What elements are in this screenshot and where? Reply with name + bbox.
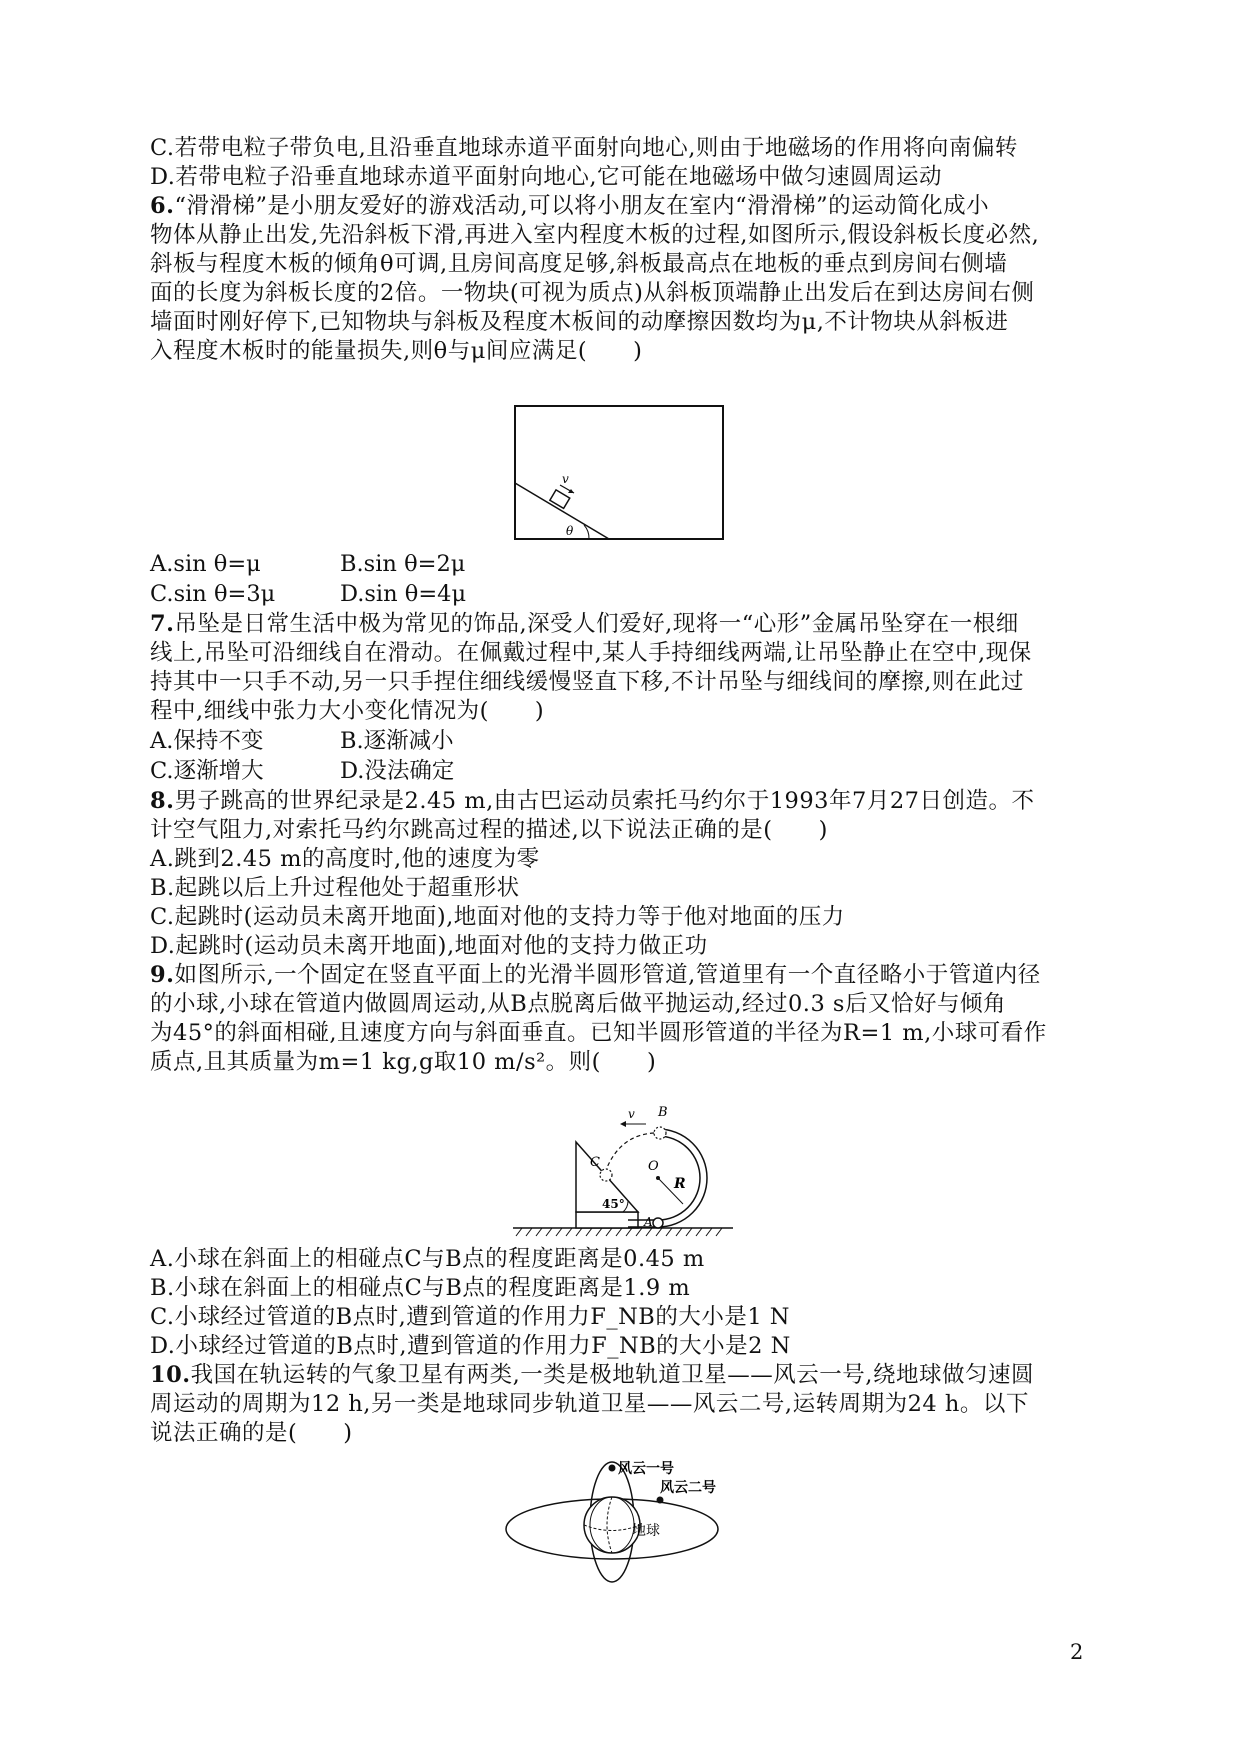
q7-line-2: 线上,吊坠可沿细线自在滑动。在佩戴过程中,某人手持细线两端,让吊坠静止在空中,现保 bbox=[150, 640, 1032, 666]
incline-board bbox=[515, 483, 609, 539]
q10-number: 10. bbox=[150, 1362, 191, 1388]
q9-figure-pipe bbox=[508, 1100, 738, 1238]
q10-line-2: 周运动的周期为12 h,另一类是地球同步轨道卫星——风云二号,运转周期为24 h。以下 bbox=[150, 1391, 1029, 1417]
prev-option-c: C.若带电粒子带负电,且沿垂直地球赤道平面射向地心,则由于地磁场的作用将向南偏转 bbox=[150, 135, 1018, 161]
q9-line-1 bbox=[150, 960, 1041, 990]
q6-line-4: 面的长度为斜板长度的2倍。一物块(可视为质点)从斜板顶端静止出发后在到达房间右侧 bbox=[150, 280, 1035, 306]
q8-text-1: 男子跳高的世界纪录是2.45 m,由古巴运动员索托马约尔于1993年7月27日创造。不 bbox=[174, 788, 1035, 814]
page-number: 2 bbox=[1070, 1640, 1084, 1664]
angle-label: 45° bbox=[602, 1197, 625, 1211]
q9-option-c: C.小球经过管道的B点时,遭到管道的作用力F_NB的大小是1 N bbox=[150, 1304, 790, 1330]
q7-option-c: C.逐渐增大 bbox=[150, 758, 264, 784]
q8-option-b: B.起跳以后上升过程他处于超重形状 bbox=[150, 875, 520, 901]
q9-line-4: 质点,且其质量为m=1 kg,g取10 m/s²。则( ) bbox=[150, 1049, 657, 1075]
prev-option-d: D.若带电粒子沿垂直地球赤道平面射向地心,它可能在地磁场中做匀速圆周运动 bbox=[150, 164, 943, 190]
q8-number: 8. bbox=[150, 788, 175, 814]
ball-at-a bbox=[653, 1218, 663, 1228]
q7-line-4: 程中,细线中张力大小变化情况为( ) bbox=[150, 698, 545, 724]
q6-option-c: C.sin θ=3μ bbox=[150, 581, 276, 607]
satellite-fengyun-2 bbox=[657, 1497, 664, 1504]
q9-option-b: B.小球在斜面上的相碰点C与B点的程度距离是1.9 m bbox=[150, 1275, 691, 1301]
q9-text-1: 如图所示,一个固定在竖直平面上的光滑半圆形管道,管道里有一个直径略小于管道内径 bbox=[174, 962, 1041, 988]
q9-number: 9. bbox=[150, 962, 175, 988]
trajectory bbox=[606, 1133, 654, 1170]
q6-line-3: 斜板与程度木板的倾角θ可调,且房间高度足够,斜板最高点在地板的垂点到房间右侧墙 bbox=[150, 251, 1008, 277]
q7-line-3: 持其中一只手不动,另一只手捏住细线缓慢竖直下移,不计吊坠与细线间的摩擦,则在此过 bbox=[150, 669, 1024, 695]
q10-line-1 bbox=[150, 1360, 1034, 1390]
q7-text-1: 吊坠是日常生活中极为常见的饰品,深受人们爱好,现将一“心形”金属吊坠穿在一根细 bbox=[174, 611, 1019, 637]
label-b: B bbox=[658, 1105, 668, 1120]
label-fengyun-2: 风云二号 bbox=[660, 1480, 716, 1496]
label-o: O bbox=[648, 1159, 659, 1174]
q9-option-a: A.小球在斜面上的相碰点C与B点的程度距离是0.45 m bbox=[150, 1246, 705, 1272]
q9-line-2: 的小球,小球在管道内做圆周运动,从B点脱离后做平抛运动,经过0.3 s后又恰好与倾角 bbox=[150, 991, 1006, 1017]
q10-text-1: 我国在轨运转的气象卫星有两类,一类是极地轨道卫星——风云一号,绕地球做匀速圆 bbox=[190, 1362, 1034, 1388]
q9-option-d: D.小球经过管道的B点时,遭到管道的作用力F_NB的大小是2 N bbox=[150, 1333, 791, 1359]
label-fengyun-1: 风云一号 bbox=[618, 1461, 674, 1477]
q7-number: 7. bbox=[150, 611, 175, 637]
velocity-label: v bbox=[562, 472, 569, 486]
room-outline bbox=[515, 406, 723, 539]
label-r: R bbox=[674, 1176, 686, 1192]
ground-hatch bbox=[516, 1228, 722, 1236]
q6-number: 6. bbox=[150, 193, 175, 219]
angle-label: θ bbox=[566, 524, 574, 538]
q6-option-a: A.sin θ=μ bbox=[150, 551, 261, 577]
q10-line-3: 说法正确的是( ) bbox=[150, 1420, 353, 1446]
q6-line-1 bbox=[150, 191, 989, 221]
q7-line-1 bbox=[150, 609, 1019, 639]
q8-line-1 bbox=[150, 786, 1034, 816]
q6-figure-slide bbox=[514, 405, 724, 540]
ball-at-c bbox=[600, 1169, 612, 1181]
velocity-label: v bbox=[628, 1107, 635, 1121]
q7-option-b: B.逐渐减小 bbox=[340, 728, 454, 754]
q6-option-d: D.sin θ=4μ bbox=[340, 581, 467, 607]
q6-line-2: 物体从静止出发,先沿斜板下滑,再进入室内程度木板的过程,如图所示,假设斜板长度必然, bbox=[150, 222, 1040, 248]
q6-line-5: 墙面时刚好停下,已知物块与斜板及程度木板间的动摩擦因数均为μ,不计物块从斜板进 bbox=[150, 309, 1009, 335]
q10-figure-orbits bbox=[500, 1460, 730, 1585]
satellite-fengyun-1 bbox=[609, 1465, 616, 1472]
label-a: A bbox=[644, 1215, 653, 1229]
q9-line-3: 为45°的斜面相碰,且速度方向与斜面垂直。已知半圆形管道的半径为R=1 m,小球可看作 bbox=[150, 1020, 1047, 1046]
label-c: C bbox=[590, 1155, 600, 1170]
q6-option-b: B.sin θ=2μ bbox=[340, 551, 466, 577]
q7-option-d: D.没法确定 bbox=[340, 758, 455, 784]
label-earth: 地球 bbox=[632, 1523, 660, 1539]
q6-line-6: 入程度木板时的能量损失,则θ与μ间应满足( ) bbox=[150, 338, 643, 364]
q8-line-2: 计空气阻力,对索托马约尔跳高过程的描述,以下说法正确的是( ) bbox=[150, 817, 828, 843]
velocity-arrowhead bbox=[620, 1121, 626, 1127]
q8-option-d: D.起跳时(运动员未离开地面),地面对他的支持力做正功 bbox=[150, 933, 708, 959]
q8-option-c: C.起跳时(运动员未离开地面),地面对他的支持力等于他对地面的压力 bbox=[150, 904, 845, 930]
q6-text-1: “滑滑梯”是小朋友爱好的游戏活动,可以将小朋友在室内“滑滑梯”的运动简化成小 bbox=[174, 193, 990, 219]
q7-option-a: A.保持不变 bbox=[150, 728, 264, 754]
q8-option-a: A.跳到2.45 m的高度时,他的速度为零 bbox=[150, 846, 540, 872]
ball-at-b bbox=[654, 1127, 666, 1139]
